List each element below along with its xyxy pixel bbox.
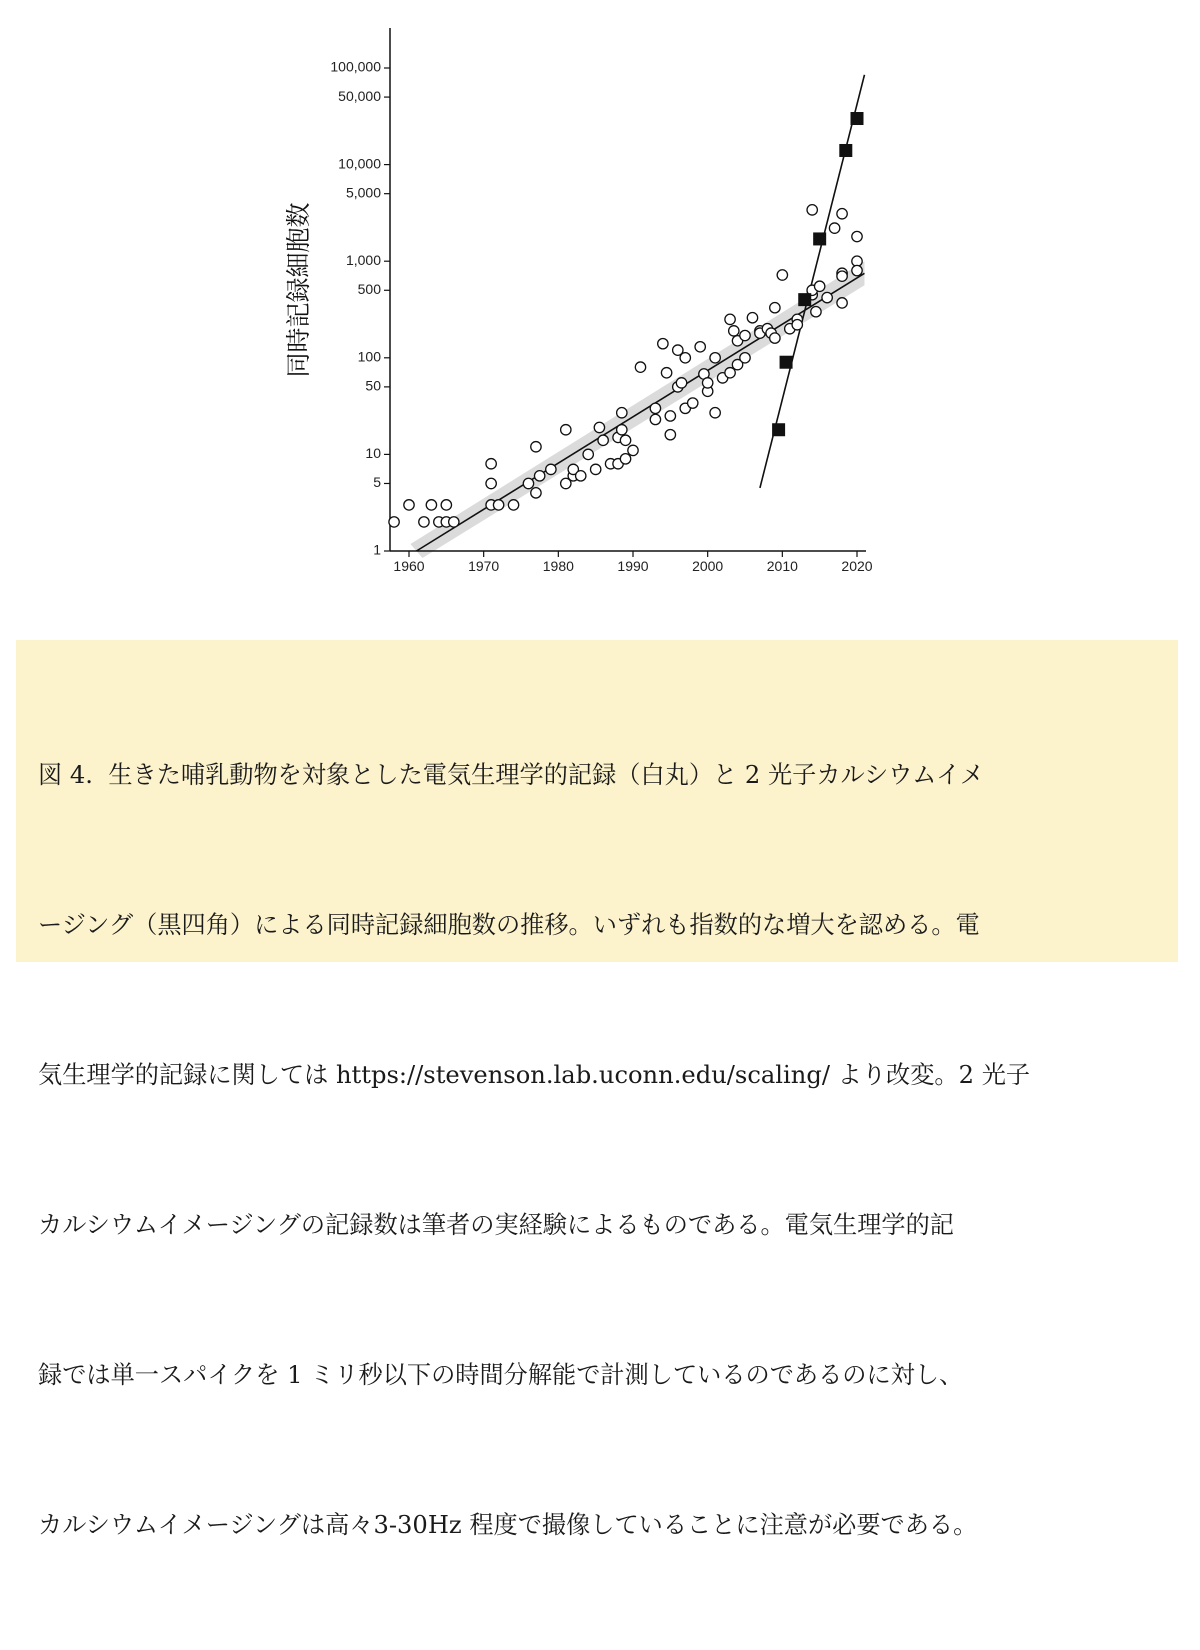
confidence-band <box>410 261 864 558</box>
open-circle-point <box>777 270 787 280</box>
caption-line: カルシウムイメージングの記録数は筆者の実経験によるものである。電気生理学的記 <box>38 1211 954 1239</box>
y-tick-label: 500 <box>357 280 381 297</box>
open-circle-point <box>811 307 821 317</box>
open-circle-point <box>814 281 824 291</box>
open-circle-point <box>617 425 627 435</box>
data-points <box>389 112 864 527</box>
x-tick-label: 2000 <box>692 558 724 574</box>
open-circle-point <box>389 517 399 527</box>
open-circle-point <box>661 368 671 378</box>
filled-square-point <box>772 423 785 436</box>
open-circle-point <box>441 500 451 510</box>
open-circle-point <box>620 454 630 464</box>
open-circle-point <box>561 425 571 435</box>
y-axis-label: 同時記録細胞数 <box>284 202 313 378</box>
open-circle-point <box>426 500 436 510</box>
x-tick-label: 1970 <box>468 558 500 574</box>
open-circle-point <box>695 342 705 352</box>
filled-square-point <box>780 356 793 369</box>
open-circle-point <box>792 320 802 330</box>
open-circle-point <box>531 488 541 498</box>
open-circle-point <box>770 303 780 313</box>
open-circle-point <box>635 362 645 372</box>
open-circle-point <box>740 330 750 340</box>
open-circle-point <box>620 435 630 445</box>
y-tick-label: 5 <box>373 474 381 491</box>
x-tick-label: 1980 <box>542 558 574 574</box>
open-circle-point <box>725 314 735 324</box>
y-tick-label: 50 <box>365 377 381 394</box>
figure-caption <box>16 640 1178 1539</box>
y-tick-label: 1,000 <box>345 251 381 268</box>
open-circle-point <box>590 464 600 474</box>
y-tick-label: 100,000 <box>330 58 381 75</box>
open-circle-point <box>725 368 735 378</box>
filled-square-point <box>839 144 852 157</box>
chart-figure <box>0 0 1200 620</box>
y-tick-label: 100 <box>357 348 381 365</box>
open-circle-point <box>822 292 832 302</box>
open-circle-point <box>807 205 817 215</box>
open-circle-point <box>594 422 604 432</box>
axes <box>384 28 866 557</box>
x-tick-label: 2020 <box>841 558 873 574</box>
caption-text <box>38 650 1156 1650</box>
open-circle-point <box>688 398 698 408</box>
open-circle-point <box>576 471 586 481</box>
caption-line: 図 4. 生きた哺乳動物を対象とした電気生理学的記録（白丸）と 2 光子カルシウムイメ <box>38 761 985 789</box>
open-circle-point <box>449 517 459 527</box>
open-circle-point <box>770 333 780 343</box>
open-circle-point <box>523 478 533 488</box>
y-tick-label: 1 <box>373 541 381 558</box>
open-circle-point <box>680 353 690 363</box>
open-circle-point <box>710 408 720 418</box>
x-tick-label: 1960 <box>393 558 425 574</box>
caption-line: 録では単一スパイクを 1 ミリ秒以下の時間分解能で計測しているのであるのに対し、 <box>38 1361 964 1389</box>
open-circle-point <box>650 403 660 413</box>
chart <box>0 0 1200 620</box>
open-circle-point <box>508 500 518 510</box>
open-circle-point <box>628 445 638 455</box>
y-tick-label: 10,000 <box>338 155 381 172</box>
open-circle-point <box>583 449 593 459</box>
open-circle-point <box>493 500 503 510</box>
y-tick-label: 10 <box>365 445 381 462</box>
filled-square-point <box>851 112 864 125</box>
open-circle-point <box>419 517 429 527</box>
y-tick-label: 5,000 <box>345 184 381 201</box>
caption-line: 気生理学的記録に関しては https://stevenson.lab.uconn.edu/scaling/ より改変。2 光子 <box>38 1061 1031 1089</box>
open-circle-point <box>747 313 757 323</box>
open-circle-point <box>702 378 712 388</box>
open-circle-point <box>534 471 544 481</box>
open-circle-point <box>837 271 847 281</box>
open-circle-point <box>710 353 720 363</box>
open-circle-point <box>404 500 414 510</box>
x-tick-label: 1990 <box>617 558 649 574</box>
open-circle-point <box>829 223 839 233</box>
open-circle-point <box>598 435 608 445</box>
open-circle-point <box>486 478 496 488</box>
open-circle-point <box>617 408 627 418</box>
y-tick-label: 50,000 <box>338 87 381 104</box>
open-circle-point <box>665 411 675 421</box>
open-circle-point <box>837 298 847 308</box>
caption-line: ージング（黒四角）による同時記録細胞数の推移。いずれも指数的な増大を認める。電 <box>38 911 980 939</box>
open-circle-point <box>658 338 668 348</box>
open-circle-point <box>665 429 675 439</box>
open-circle-point <box>650 414 660 424</box>
open-circle-point <box>852 265 862 275</box>
x-tick-label: 2010 <box>766 558 798 574</box>
open-circle-point <box>852 231 862 241</box>
open-circle-point <box>740 353 750 363</box>
open-circle-point <box>837 209 847 219</box>
filled-square-point <box>813 232 826 245</box>
filled-square-point <box>798 293 811 306</box>
confidence-band-layer <box>410 261 864 558</box>
open-circle-point <box>531 442 541 452</box>
open-circle-point <box>486 459 496 469</box>
open-circle-point <box>676 378 686 388</box>
open-circle-point <box>546 464 556 474</box>
caption-line: カルシウムイメージングは高々3-30Hz 程度で撮像していることに注意が必要である。 <box>38 1511 978 1539</box>
open-circle-point <box>729 326 739 336</box>
